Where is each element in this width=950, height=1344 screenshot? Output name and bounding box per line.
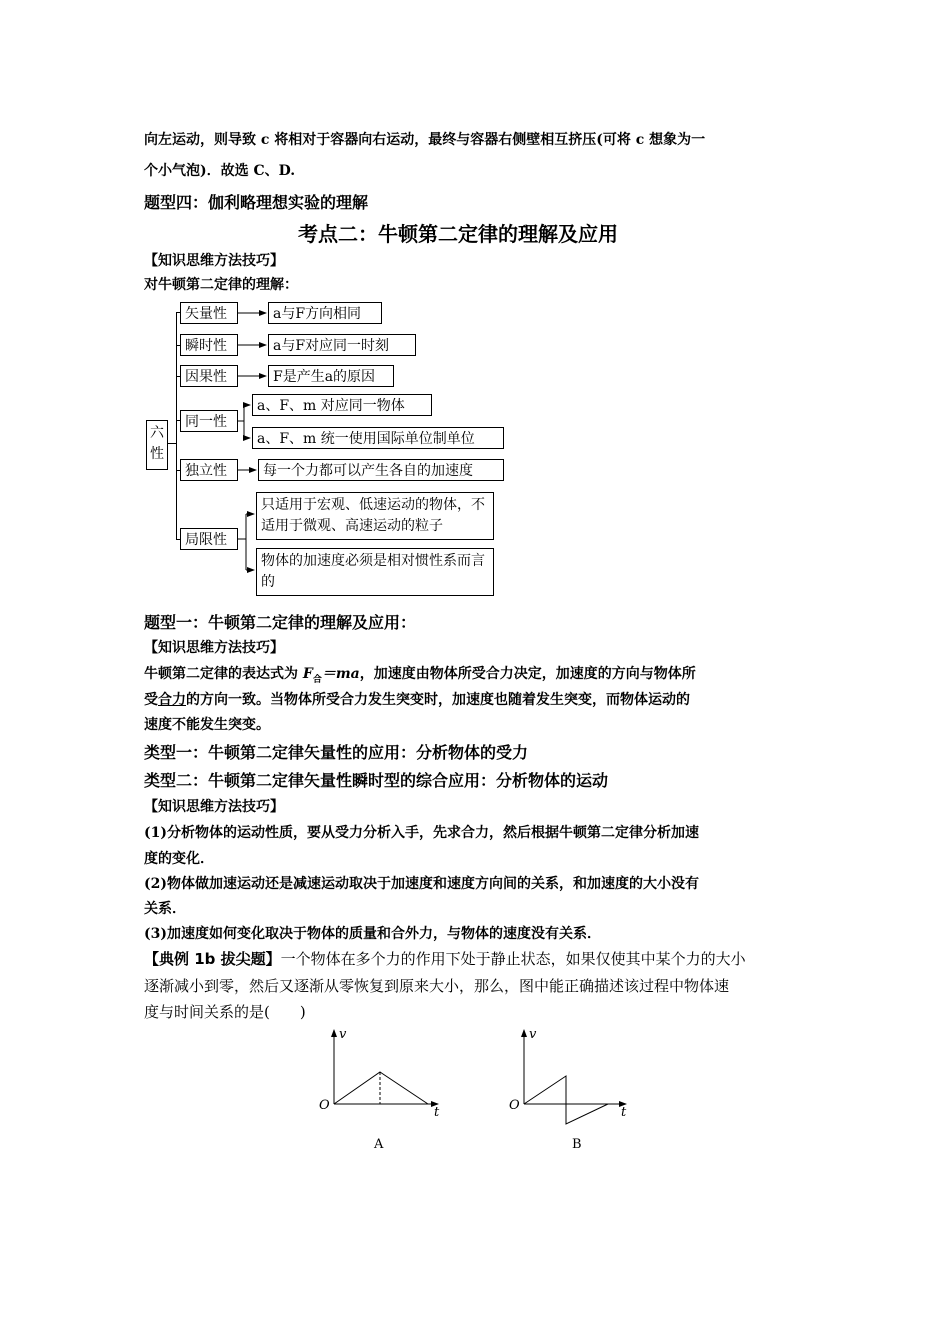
para1-line2: 受合力的方向一致。当物体所受合力发生突变时，加速度也随着发生突变，而物体运动的 — [144, 692, 690, 708]
label-independence: 独立性 — [180, 459, 238, 481]
tips-label-3: 【知识思维方法技巧】 — [144, 799, 284, 815]
tips-label-2: 【知识思维方法技巧】 — [144, 640, 284, 656]
para1-line3: 速度不能发生突变。 — [144, 717, 270, 733]
label-causal: 因果性 — [180, 365, 238, 387]
tips-label-1: 【知识思维方法技巧】 — [144, 253, 284, 269]
example-line1: 【典例 1b 拔尖题】一个物体在多个力的作用下处于静止状态，如果仅使其中某个力的大小 — [144, 950, 746, 968]
leaf-limitation-2: 物体的加速度必须是相对惯性系而言的 — [256, 548, 494, 596]
velocity-time-graphs — [300, 1020, 660, 1160]
class1-heading: 类型一：牛顿第二定律矢量性的应用：分析物体的受力 — [144, 743, 529, 762]
leaf-instant: a与F对应同一时刻 — [268, 334, 416, 356]
example-line2: 逐渐减小到零，然后又逐渐从零恢复到原来大小，那么，图中能正确描述该过程中物体速 — [144, 977, 730, 995]
intro-text: 对牛顿第二定律的理解： — [144, 277, 298, 293]
graph-a-curve — [334, 1072, 428, 1104]
tip-2a: (2)物体做加速运动还是减速运动取决于加速度和速度方向间的关系，和加速度的大小没有 — [144, 876, 699, 892]
graph-a-origin: O — [319, 1098, 330, 1113]
leaf-causal: F是产生a的原因 — [268, 365, 394, 387]
graph-a-caption: A — [374, 1137, 384, 1152]
root-char-2: 性 — [150, 446, 164, 462]
leaf-vector: a与F方向相同 — [268, 302, 382, 324]
tip-1b: 度的变化． — [144, 851, 214, 867]
label-instant: 瞬时性 — [180, 334, 238, 356]
tip-1a: (1)分析物体的运动性质，要从受力分析入手，先求合力，然后根据牛顿第二定律分析加速 — [144, 825, 699, 841]
tip-2b: 关系． — [144, 901, 186, 917]
graph-a-v-label: v — [339, 1027, 347, 1042]
continuation-line-1: 向左运动，则导致 c 将相对于容器向右运动，最终与容器右侧壁相互挤压(可将 c 想象为一 — [144, 132, 706, 148]
leaf-limitation-1: 只适用于宏观、低速运动的物体，不适用于微观、高速运动的粒子 — [256, 492, 494, 540]
section-title: 考点二：牛顿第二定律的理解及应用 — [298, 222, 618, 246]
graph-b-v-label: v — [529, 1027, 537, 1042]
root-char-1: 六 — [150, 425, 164, 441]
graph-a — [319, 1027, 440, 1152]
heading-type4: 题型四：伽利略理想实验的理解 — [144, 193, 369, 212]
leaf-identity-2: a、F、m 统一使用国际单位制单位 — [252, 427, 504, 449]
label-vector: 矢量性 — [180, 302, 238, 324]
label-limitation: 局限性 — [180, 528, 238, 550]
graph-b — [509, 1027, 627, 1152]
continuation-line-2: 个小气泡)．故选 C、D. — [144, 163, 296, 179]
graph-b-t-label: t — [621, 1105, 627, 1120]
class2-heading: 类型二：牛顿第二定律矢量性瞬时型的综合应用：分析物体的运动 — [144, 771, 609, 790]
graph-a-t-label: t — [434, 1105, 440, 1120]
graph-b-origin: O — [509, 1098, 520, 1113]
leaf-identity-1: a、F、m 对应同一物体 — [252, 394, 432, 416]
graph-b-caption: B — [572, 1137, 582, 1152]
label-identity: 同一性 — [180, 410, 238, 432]
example-line3: 度与时间关系的是( ) — [144, 1003, 306, 1021]
tip-3: (3)加速度如何变化取决于物体的质量和合外力，与物体的速度没有关系． — [144, 926, 601, 942]
leaf-independence: 每一个力都可以产生各自的加速度 — [258, 459, 504, 481]
para1-line1: 牛顿第二定律的表达式为 $F_合=ma$，加速度由物体所受合力决定，加速度的方向与物体所 — [144, 666, 696, 685]
heading-type1: 题型一：牛顿第二定律的理解及应用： — [144, 613, 417, 632]
